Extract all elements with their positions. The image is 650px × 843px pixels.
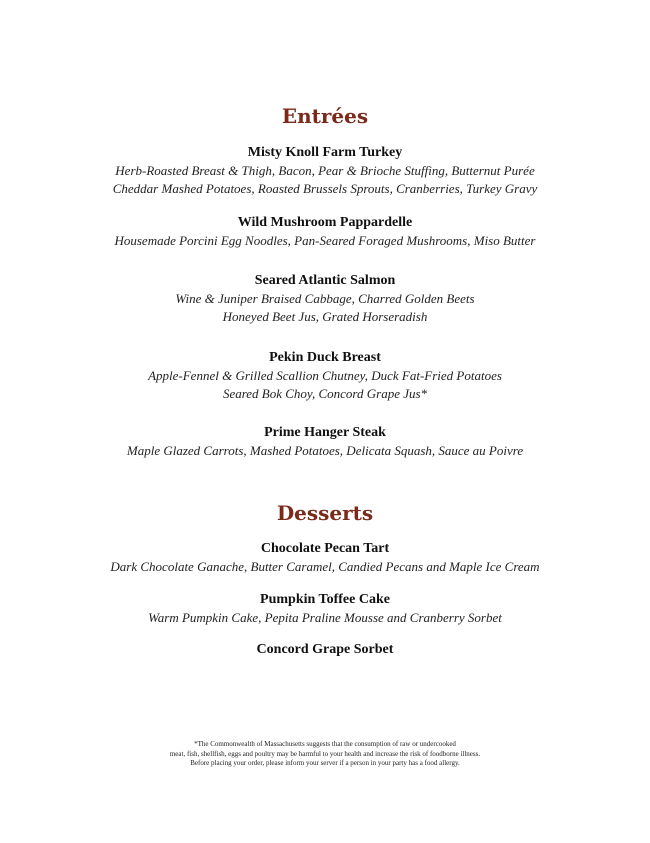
item-description-line: Maple Glazed Carrots, Mashed Potatoes, Delicata Squash, Sauce au Poivre (126, 443, 524, 458)
item-description-line: Housemade Porcini Egg Noodles, Pan-Seared Foraged Mushrooms, Miso Butter (114, 233, 536, 248)
menu-item-pekin-duck-breast (0, 349, 650, 402)
item-name: Pekin Duck Breast (269, 350, 381, 365)
item-description-line: Seared Bok Choy, Concord Grape Jus* (222, 385, 428, 401)
menu-item-seared-atlantic-salmon (0, 272, 650, 325)
item-name: Seared Atlantic Salmon (254, 273, 396, 288)
menu-item-wild-mushroom-pappardelle (0, 214, 650, 250)
item-name: Pumpkin Toffee Cake (260, 592, 390, 607)
item-name: Misty Knoll Farm Turkey (247, 145, 403, 160)
item-description-line: Warm Pumpkin Cake, Pepita Praline Mousse and Cranberry Sorbet (148, 610, 502, 625)
item-name: Wild Mushroom Pappardelle (237, 215, 413, 230)
item-description-line: Herb-Roasted Breast & Thigh, Bacon, Pear & Brioche Stuffing, Butternut Purée (115, 163, 535, 178)
footnote-line: *The Commonwealth of Massachusetts suggests that the consumption of raw or undercooked (194, 740, 456, 748)
entrees-heading: Entrées (281, 104, 369, 128)
footnote-line: meat, fish, shellfish, eggs and poultry may be harmful to your health and increase the risk of foodborne illness. (169, 749, 481, 758)
item-description-line: Wine & Juniper Braised Cabbage, Charred Golden Beets (175, 291, 475, 306)
item-name: Chocolate Pecan Tart (260, 541, 390, 556)
menu-item-pumpkin-toffee-cake (0, 591, 650, 627)
item-description-line: Cheddar Mashed Potatoes, Roasted Brussels Sprouts, Cranberries, Turkey Gravy (112, 180, 538, 196)
desserts-heading: Desserts (276, 501, 374, 525)
item-name: Concord Grape Sorbet (256, 642, 394, 657)
item-description-line: Honeyed Beet Jus, Grated Horseradish (222, 308, 428, 324)
menu-item-misty-knoll-farm-turkey (0, 144, 650, 197)
item-description-line: Dark Chocolate Ganache, Butter Caramel, Candied Pecans and Maple Ice Cream (110, 559, 540, 574)
item-name: Prime Hanger Steak (264, 425, 386, 440)
footnote-line: Before placing your order, please inform your server if a person in your party has a food allergy. (190, 759, 460, 767)
menu-item-prime-hanger-steak (0, 424, 650, 460)
menu-item-concord-grape-sorbet (0, 641, 650, 659)
item-description-line: Apple-Fennel & Grilled Scallion Chutney, Duck Fat-Fried Potatoes (148, 368, 502, 383)
menu-item-chocolate-pecan-tart (0, 540, 650, 576)
health-disclaimer-footnote (0, 740, 650, 769)
